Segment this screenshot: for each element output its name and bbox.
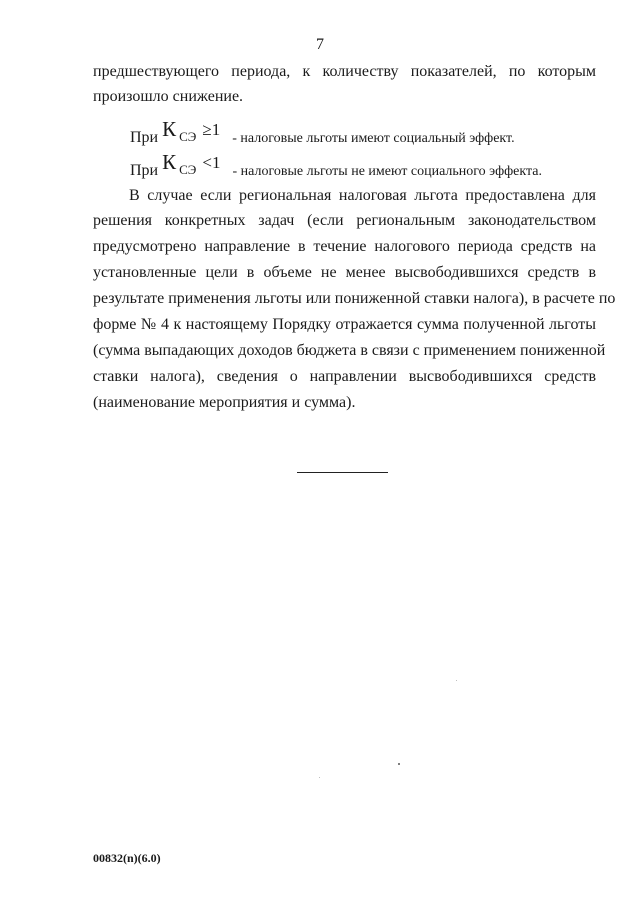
page-number: 7 — [316, 36, 324, 53]
paragraph-2-line-4: установленные цели в объеме не менее высвободившихся средств в — [93, 264, 596, 281]
word: которым — [537, 63, 597, 80]
formula-description: - налоговые льготы имеют социальный эффект. — [232, 131, 515, 146]
formula-k-symbol: К — [162, 150, 177, 174]
formula-subscript: СЭ — [179, 129, 197, 144]
formula-subscript: СЭ — [179, 162, 197, 177]
formula-description: - налоговые льготы не имеют социального эффекта. — [232, 164, 542, 179]
paragraph-2-line-5: результате применения льготы или пониженной ставки налога), в расчете по — [93, 290, 616, 307]
scan-speck — [319, 777, 320, 778]
paragraph-2-line-8: ставки налога), сведения о направлении высвободившихся средств — [93, 368, 596, 385]
paragraph-1-line-1 — [93, 62, 596, 82]
word: показателей, — [410, 63, 497, 80]
paragraph-2-line-9: (наименование мероприятия и сумма). — [93, 394, 356, 411]
document-code: 00832(n)(6.0) — [93, 851, 161, 865]
formula-prefix: При — [130, 129, 159, 146]
paragraph-1-line-2: произошло снижение. — [93, 88, 244, 105]
word: предшествующего — [93, 63, 220, 80]
word: количеству — [322, 63, 399, 80]
scan-speck — [456, 680, 457, 681]
formula-relation: ≥1 — [202, 120, 221, 139]
formula-condition-2 — [130, 150, 542, 183]
word: к — [302, 63, 311, 80]
paragraph-2-line-7: (сумма выпадающих доходов бюджета в связи с применением пониженной — [93, 342, 606, 359]
scan-speck — [398, 763, 400, 765]
formula-prefix: При — [130, 162, 159, 179]
paragraph-2-line-6: форме № 4 к настоящему Порядку отражается сумма полученной льготы — [93, 316, 596, 333]
formula-k-symbol: К — [162, 117, 177, 141]
paragraph-2-line-3: предусмотрено направление в течение налогового периода средств на — [93, 238, 596, 255]
end-divider — [297, 472, 388, 473]
word: периода, — [231, 63, 291, 80]
word: по — [508, 63, 526, 80]
paragraph-2-line-2: решения конкретных задач (если региональным законодательством — [93, 212, 596, 229]
formula-relation: <1 — [202, 153, 221, 172]
paragraph-2-line-1: В случае если региональная налоговая льгота предоставлена для — [129, 187, 596, 204]
formula-condition-1 — [130, 117, 515, 150]
